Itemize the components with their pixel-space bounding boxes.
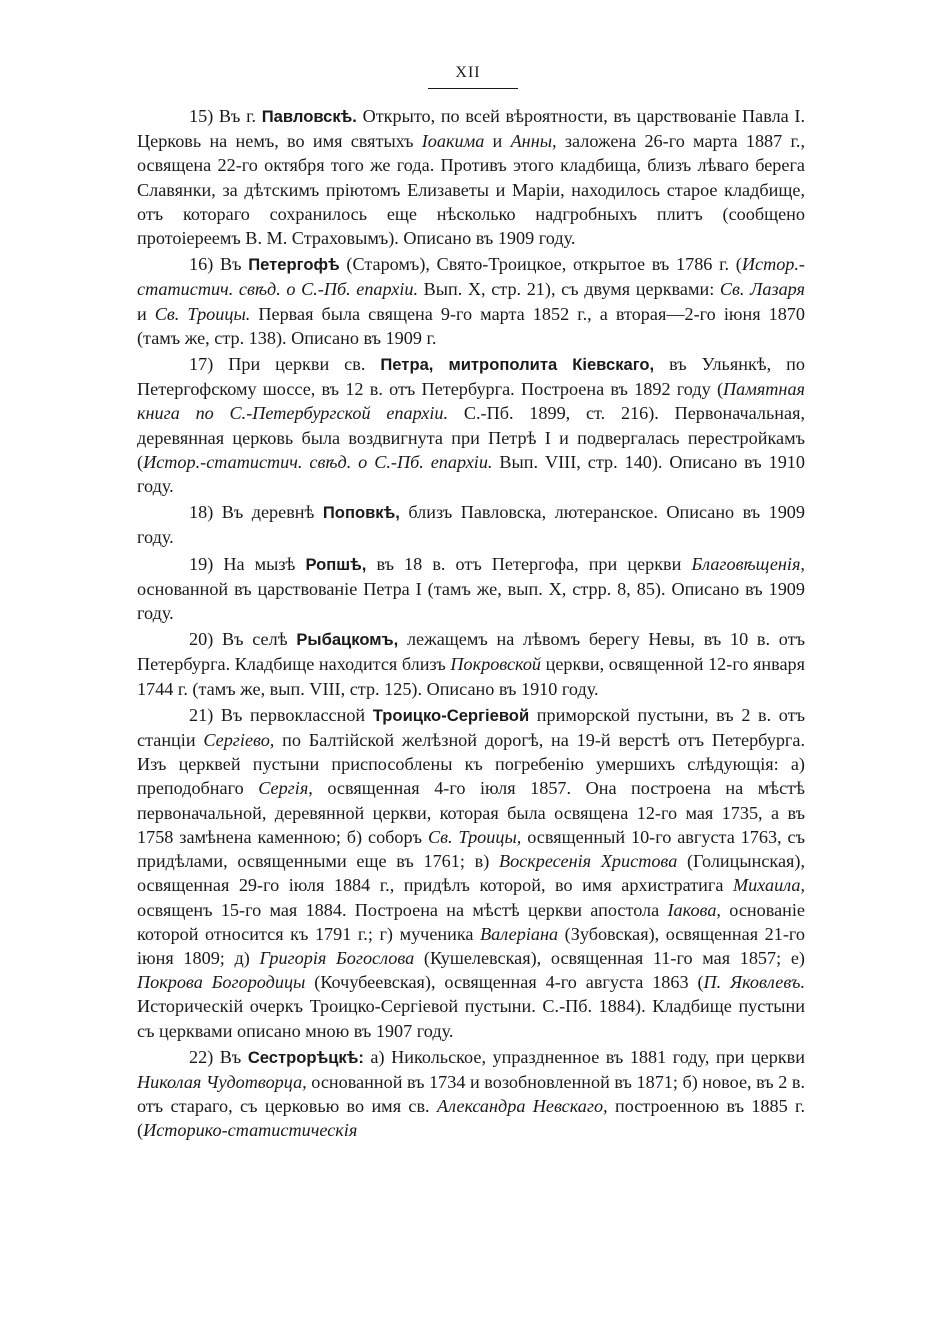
paragraph bbox=[137, 1045, 805, 1143]
heading-place-name: Поповкѣ, bbox=[322, 503, 400, 523]
heading-place-name: Рыбацкомъ, bbox=[296, 630, 399, 650]
text-run: освященъ 15-го мая 1884. Построена на мѣстѣ церкви апостола bbox=[137, 899, 668, 920]
text-run: 15) Въ г. bbox=[189, 106, 262, 126]
italic-text: Анны, bbox=[510, 131, 557, 152]
heading-place-name: Троицко-Сергіевой bbox=[372, 705, 530, 725]
text-run: церкви, освященной 12-го января 1744 г. (тамъ же, вып. VIII, стр. 125). Описано въ 1910 году. bbox=[137, 654, 805, 699]
text-run: освященный 10-го августа 1763, съ придѣлами, освященными еще въ 1761; в) bbox=[137, 826, 805, 872]
text-run: по Балтійской желѣзной дорогѣ, на 19-й верстѣ отъ Петербурга. Изъ церквей пустыни приспособлены къ погребенію умершихъ слѣдующія: а) преподобнаго bbox=[137, 730, 805, 799]
text-run: (Кушелевская), освященная 11-го мая 1857; е) bbox=[414, 947, 805, 968]
text-body bbox=[137, 104, 805, 1145]
page-number-rule bbox=[428, 88, 518, 89]
italic-text: П. Яковлевъ. bbox=[703, 972, 805, 993]
text-run: близъ Павловска, лютеранское. Описано въ 1909 году. bbox=[137, 502, 805, 548]
text-run: приморской пустыни, въ 2 в. отъ станціи bbox=[137, 704, 805, 751]
heading-place-name: Петра, митрополита Кіевскаго, bbox=[380, 355, 655, 375]
paragraph bbox=[137, 252, 805, 350]
heading-place-name: Павловскѣ. bbox=[261, 107, 357, 126]
text-run: въ Ульянкѣ, по Петергофскому шоссе, въ 12 в. отъ Петербурга. Построена въ 1892 году ( bbox=[137, 354, 806, 400]
text-run: Первая была священа 9-го марта 1852 г., а вторая—2-го іюня 1870 (тамъ же, стр. 138). Описано въ 1909 г. bbox=[137, 303, 805, 348]
text-run: 19) На мызѣ bbox=[189, 553, 306, 574]
italic-text: Григорія Богослова bbox=[259, 947, 415, 968]
text-run: (Старомъ), Свято-Троицкое, открытое въ 1786 г. ( bbox=[339, 254, 742, 275]
italic-text: Покрова Богородицы bbox=[137, 972, 306, 993]
heading-place-name: Ропшѣ, bbox=[305, 554, 367, 574]
italic-text: Александра Невскаго, bbox=[436, 1096, 608, 1117]
text-run: Историческій очеркъ Троицко-Сергіевой пустыни. С.-Пб. 1884). Кладбище пустыни съ церквами описано мною въ 1907 году. bbox=[137, 996, 805, 1041]
text-run: 17) При церкви св. bbox=[189, 354, 381, 375]
text-run: основанной въ 1734 и возобновленной въ 1871; б) новое, въ 2 в. отъ стараго, съ церковью во имя св. bbox=[137, 1071, 805, 1117]
italic-text: Сергія, bbox=[258, 778, 313, 799]
text-run: Вып. VIII, стр. 140). Описано въ 1910 году. bbox=[137, 451, 805, 497]
italic-text: Истор.-статистич. свѣд. о С.-Пб. епархіи. bbox=[143, 451, 493, 472]
text-run: а) Никольское, упраздненное въ 1881 году, при церкви bbox=[363, 1046, 806, 1067]
paragraph bbox=[137, 703, 805, 1043]
italic-text: Св. Троицы. bbox=[154, 303, 251, 324]
text-run: основаніе которой относится къ 1791 г.; г) мученика bbox=[137, 899, 805, 944]
paragraph bbox=[137, 352, 805, 498]
italic-text: Памятная книга по С.-Петербургской епархіи. bbox=[137, 379, 805, 424]
heading-place-name: Сестрорѣцкѣ: bbox=[247, 1047, 364, 1067]
italic-text: Валеріана bbox=[480, 923, 559, 944]
text-run: заложена 26-го марта 1887 г., освящена 22-го октября того же года. Противъ этого кладбища, близъ лѣваго берега Славянки, за дѣтскимъ пріютомъ Елизаветы и Маріи, находилось старое кладбище, отъ котораго сохранилось еще нѣсколько надгробныхъ плитъ (сообщено протоіереемъ В. М. Страховымъ). Описано въ 1909 году. bbox=[137, 131, 806, 249]
text-run: С.-Пб. 1899, ст. 216). Первоначальная, деревянная церковь была воздвигнута при Петрѣ I и подвергалась перестройкамъ ( bbox=[137, 403, 806, 472]
text-run: въ 18 в. отъ Петергофа, при церкви bbox=[366, 553, 692, 574]
italic-text: Св. Лазаря bbox=[719, 279, 805, 300]
text-run: (Голицынская), освященная 29-го іюля 1884 г., придѣлъ которой, во имя архистратига bbox=[137, 851, 805, 896]
text-run: построенною въ 1885 г. ( bbox=[137, 1096, 805, 1141]
text-run: и bbox=[137, 303, 155, 324]
italic-text: Іакова, bbox=[667, 899, 721, 920]
text-run: (Кочубеевская), освященная 4-го августа 1863 ( bbox=[305, 972, 704, 993]
italic-text: Св. Троицы, bbox=[427, 826, 522, 847]
italic-text: Историко-статистическія bbox=[143, 1120, 358, 1141]
text-run: основанной въ царствованіе Петра I (тамъ же, вып. X, стрр. 8, 85). Описано въ 1909 году. bbox=[137, 578, 805, 624]
italic-text: Іоакима bbox=[421, 131, 485, 152]
text-run: и bbox=[484, 131, 511, 152]
text-run: лежащемъ на лѣвомъ берегу Невы, въ 10 в. отъ Петербурга. Кладбище находится близъ bbox=[137, 629, 805, 675]
paragraph bbox=[137, 627, 805, 701]
italic-text: Сергіево, bbox=[203, 730, 275, 751]
italic-text: Благовѣщенія, bbox=[691, 553, 805, 574]
heading-place-name: Петергофѣ bbox=[248, 255, 340, 275]
paragraph bbox=[137, 552, 805, 626]
italic-text: Михаила, bbox=[732, 875, 805, 896]
paragraph bbox=[137, 104, 805, 250]
text-run: 18) Въ деревнѣ bbox=[189, 502, 323, 523]
italic-text: Воскресенія Христова bbox=[498, 851, 678, 872]
text-run: Открыто, по всей вѣроятности, въ царствованіе Павла I. Церковь на немъ, во имя святыхъ bbox=[137, 106, 806, 152]
text-run: (Зубовская), освященная 21-го іюня 1809; д) bbox=[137, 923, 805, 968]
text-run: 22) Въ bbox=[189, 1046, 248, 1067]
text-run: 16) Въ bbox=[189, 254, 249, 275]
text-run: Вып. X, стр. 21), съ двумя церквами: bbox=[418, 279, 720, 300]
italic-text: Покровской bbox=[450, 654, 542, 675]
page-number: XII bbox=[455, 64, 481, 81]
text-run: 20) Въ селѣ bbox=[189, 629, 297, 650]
text-run: освященная 4-го іюля 1857. Она построена на мѣстѣ первоначальной, деревянной церкви, которая была освящена 12-го мая 1735, а въ 1758 замѣнена каменною; б) соборъ bbox=[137, 778, 806, 847]
italic-text: Истор.-статистич. свѣд. о С.-Пб. епархіи. bbox=[137, 254, 805, 300]
paragraph bbox=[137, 500, 805, 549]
text-run: 21) Въ первоклассной bbox=[189, 704, 373, 725]
italic-text: Николая Чудотворца, bbox=[137, 1071, 307, 1092]
